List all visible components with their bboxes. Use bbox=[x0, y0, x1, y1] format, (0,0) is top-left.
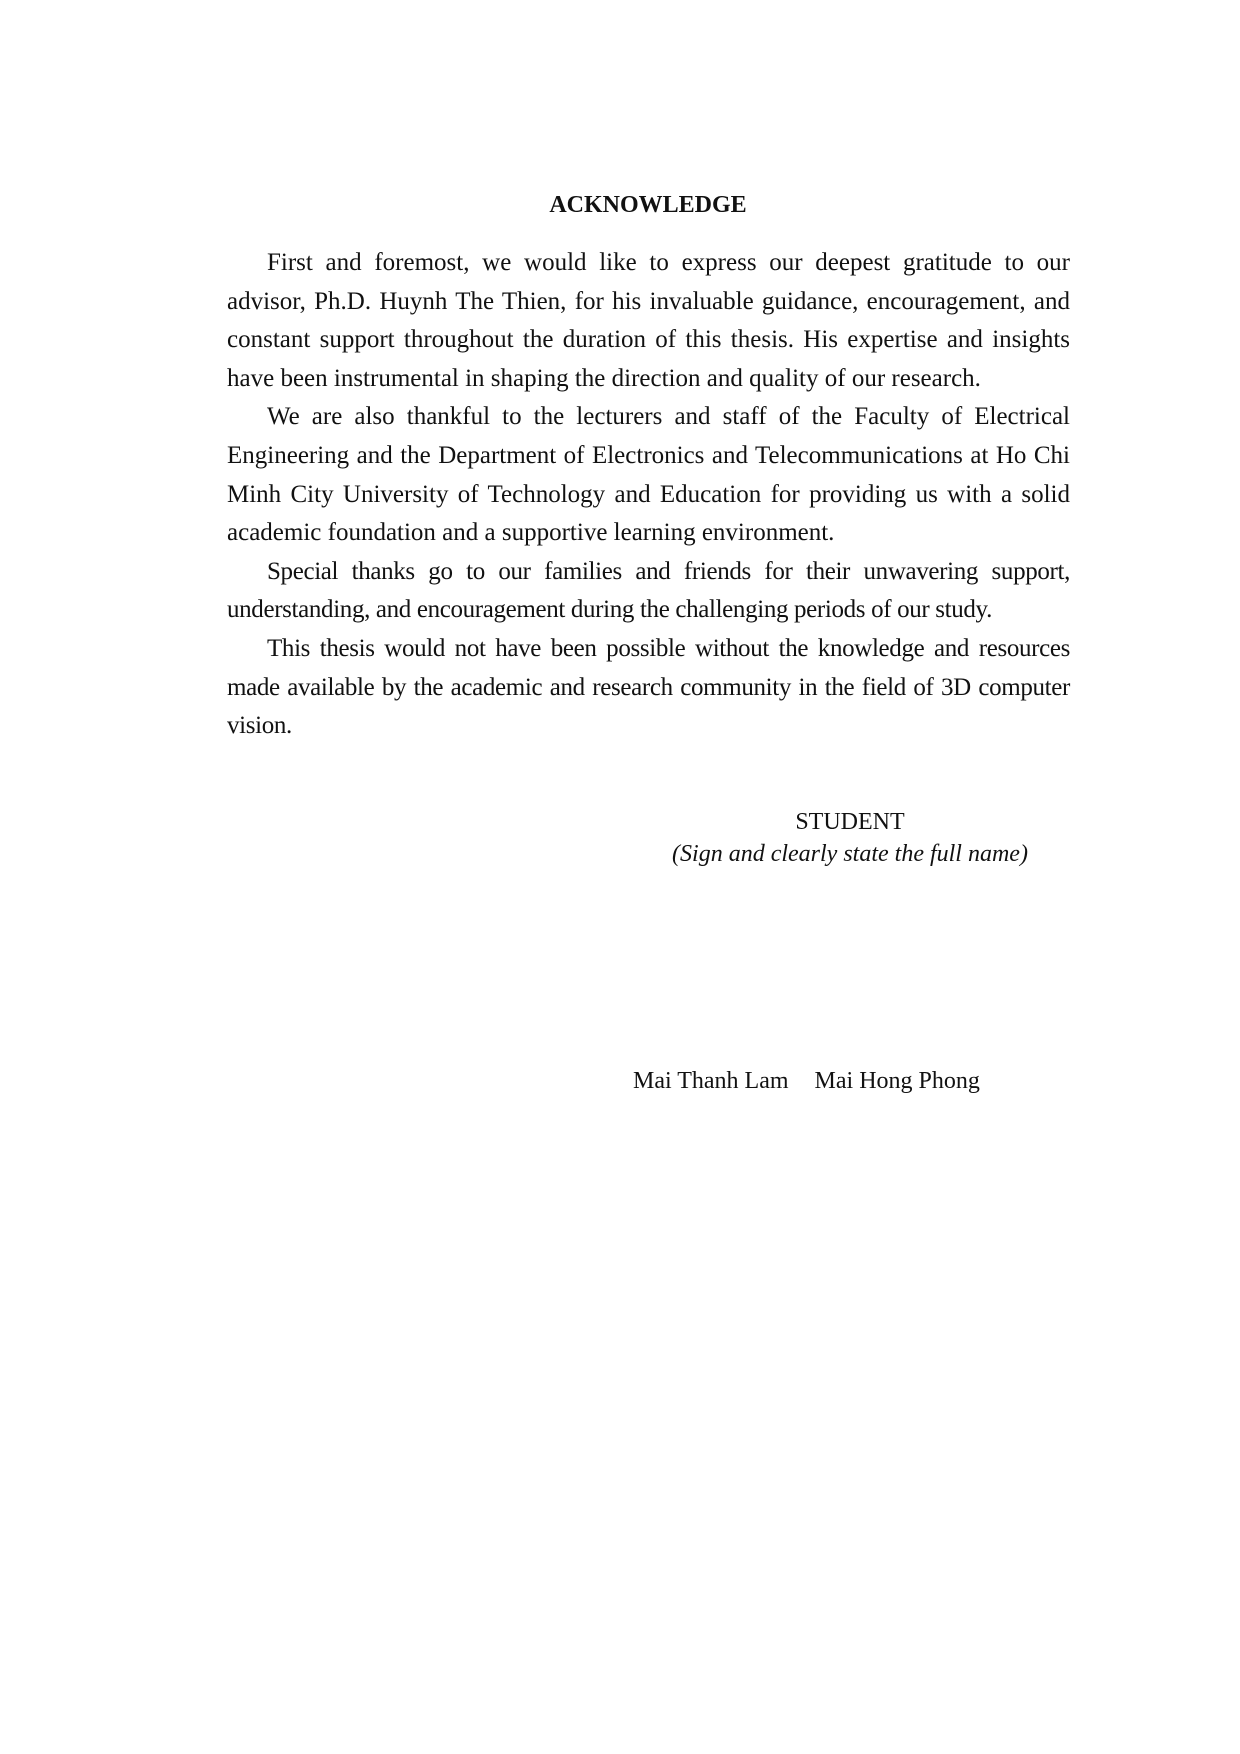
page-title: ACKNOWLEDGE bbox=[549, 192, 747, 218]
signature-note: (Sign and clearly state the full name) bbox=[672, 841, 1028, 867]
paragraph-faculty: We are also thankful to the lecturers and staff of the Faculty of Electrical Engineering and the Department of Electronics and Telecommunications at Ho Chi Minh City University of Technology and Education for providing us with a solid academic foundation and a supportive learning environment. bbox=[227, 403, 1070, 547]
paragraph-community: This thesis would not have been possible without the knowledge and resources made available by the academic and research community in the field of 3D computer vision. bbox=[227, 634, 1070, 740]
signature-block bbox=[640, 806, 1060, 870]
student-name-1: Mai Thanh Lam bbox=[633, 1068, 789, 1094]
paragraph-family: Special thanks go to our families and friends for their unwavering support, understanding, and encouragement during the challenging periods of our study. bbox=[227, 557, 1070, 624]
paragraph-advisor: First and foremost, we would like to express our deepest gratitude to our advisor, Ph.D. Huynh The Thien, for his invaluable guidance, encouragement, and constant support throughout the duration of this thesis. His expertise and insights have been instrumental in shaping the direction and quality of our research. bbox=[227, 249, 1070, 392]
acknowledgement-body bbox=[227, 244, 1070, 746]
student-names bbox=[633, 1065, 980, 1097]
student-name-2: Mai Hong Phong bbox=[814, 1068, 980, 1094]
signature-role: STUDENT bbox=[795, 809, 905, 835]
